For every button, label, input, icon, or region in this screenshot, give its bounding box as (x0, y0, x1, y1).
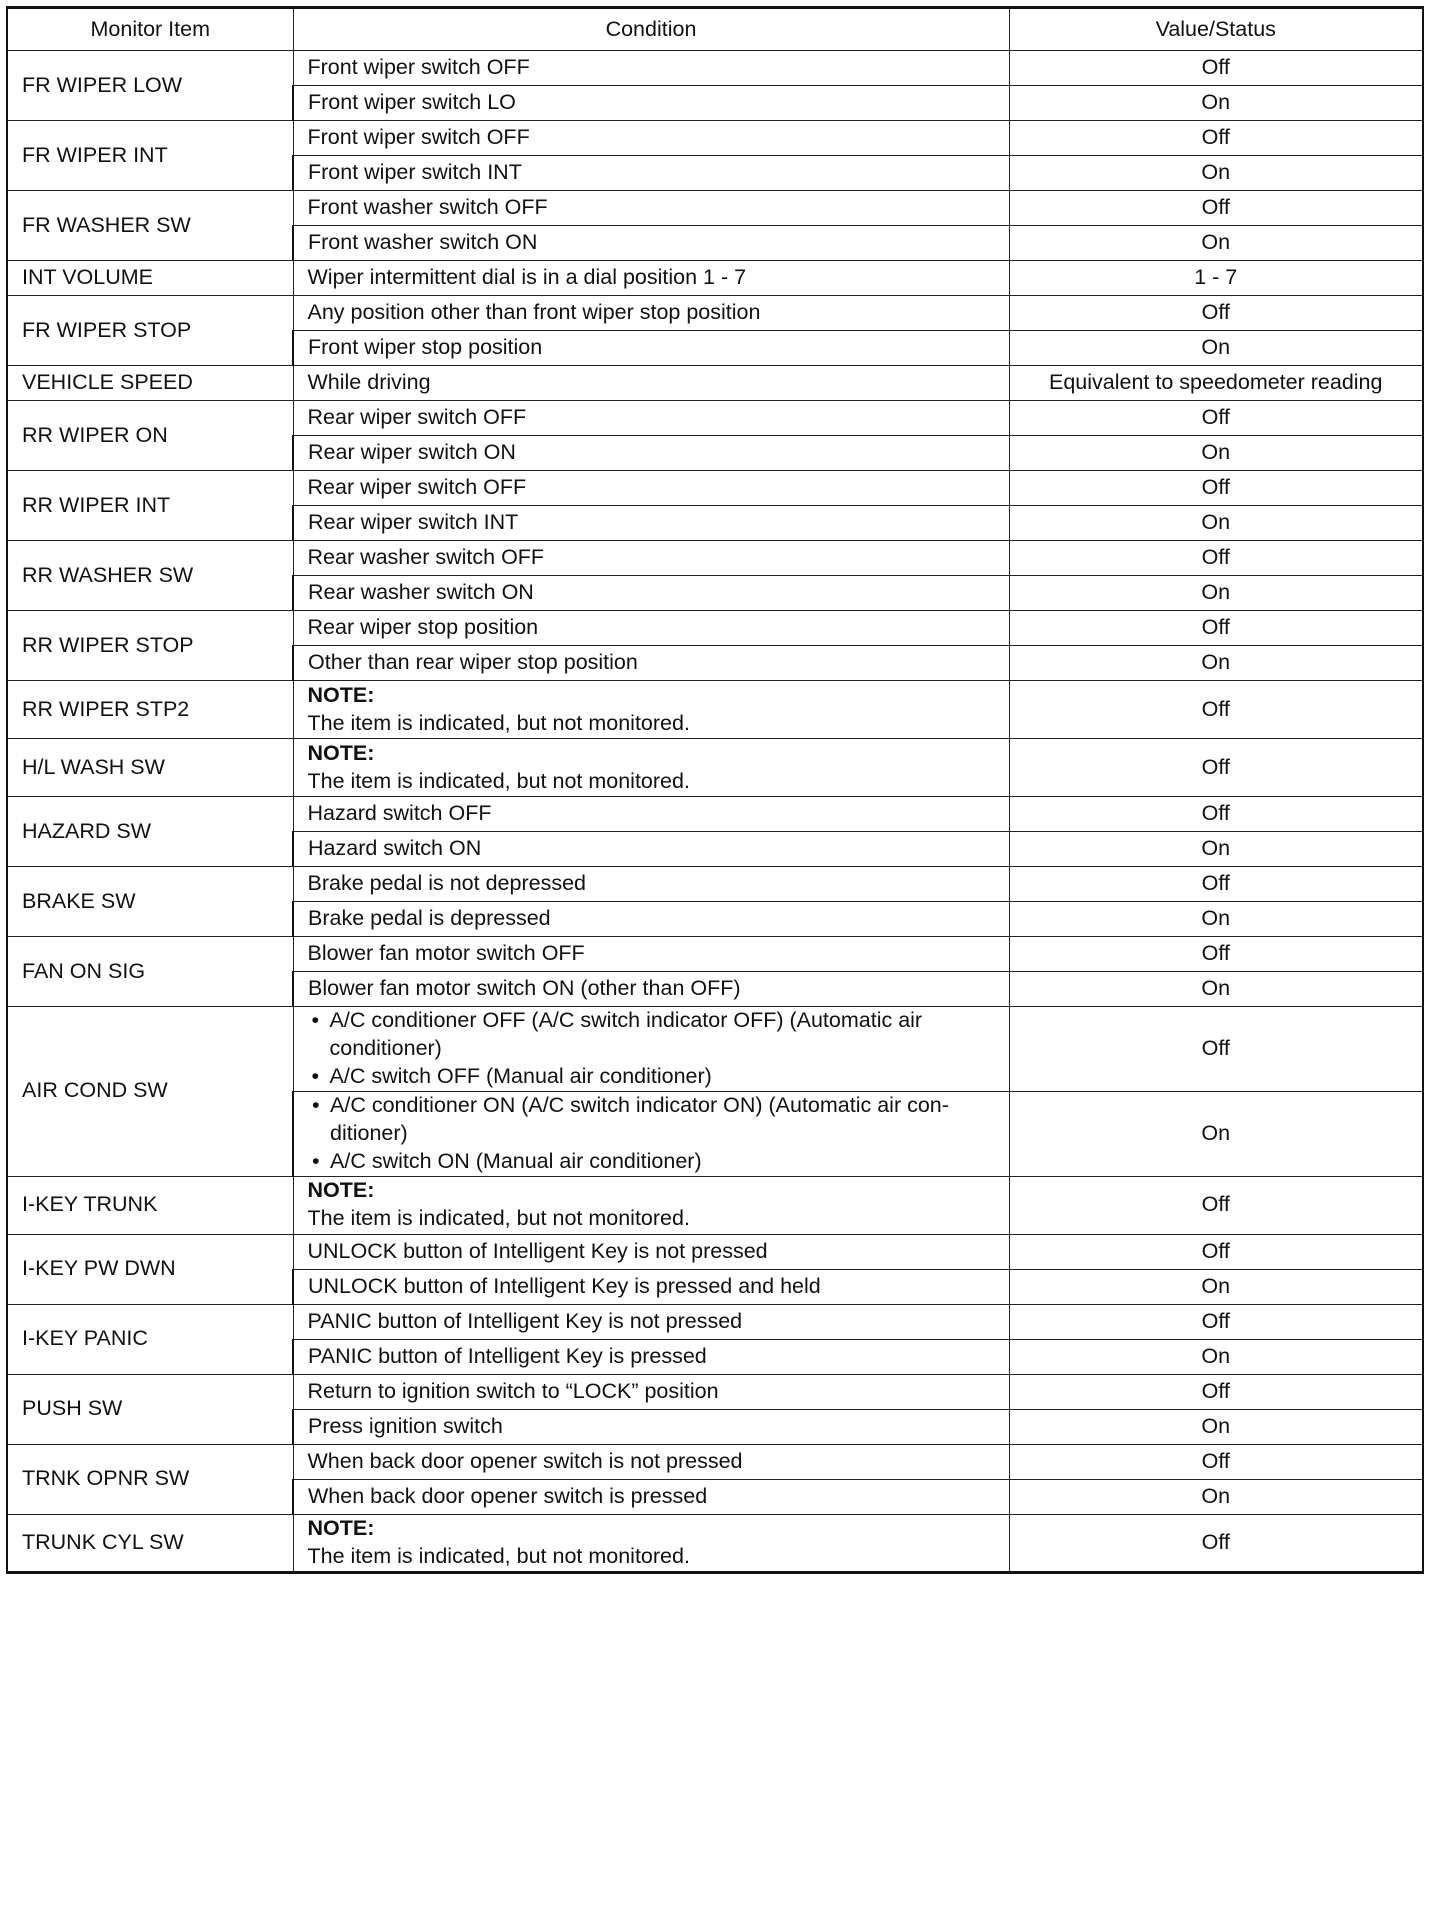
value-status-cell: On (1009, 86, 1423, 121)
monitor-item-name: I-KEY TRUNK (7, 1176, 293, 1234)
value-status-cell: On (1009, 972, 1423, 1007)
table-row (7, 541, 1423, 576)
table-row (7, 681, 1423, 739)
condition-cell: When back door opener switch is pressed (293, 1479, 1009, 1514)
monitor-item-name: H/L WASH SW (7, 739, 293, 797)
condition-cell (293, 1007, 1009, 1092)
monitor-item-name: RR WIPER STOP (7, 611, 293, 681)
value-status-cell: Off (1009, 471, 1423, 506)
condition-cell: Front wiper stop position (293, 331, 1009, 366)
table-row (7, 797, 1423, 832)
condition-cell: Return to ignition switch to “LOCK” position (293, 1374, 1009, 1409)
condition-cell: Rear washer switch OFF (293, 541, 1009, 576)
value-status-cell: Off (1009, 937, 1423, 972)
header-condition: Condition (293, 8, 1009, 51)
condition-cell: Brake pedal is not depressed (293, 867, 1009, 902)
condition-cell: Other than rear wiper stop position (293, 646, 1009, 681)
condition-cell: Front washer switch ON (293, 226, 1009, 261)
header-monitor-item: Monitor Item (7, 8, 293, 51)
value-status-cell: Off (1009, 191, 1423, 226)
monitor-item-name: FAN ON SIG (7, 937, 293, 1007)
value-status-cell: Off (1009, 681, 1423, 739)
table-row (7, 1514, 1423, 1572)
table-row (7, 261, 1423, 296)
monitor-item-name: INT VOLUME (7, 261, 293, 296)
condition-cell: Rear wiper switch ON (293, 436, 1009, 471)
condition-bullet-item: • A/C switch OFF (Manual air conditioner) (308, 1063, 995, 1091)
condition-cell: Front wiper switch OFF (293, 121, 1009, 156)
note-text: The item is indicated, but not monitored. (307, 768, 690, 793)
note-title: NOTE: (307, 740, 375, 765)
monitor-item-name: FR WIPER LOW (7, 51, 293, 121)
condition-cell: Front wiper switch INT (293, 156, 1009, 191)
table-row (7, 366, 1423, 401)
monitor-item-name: FR WIPER STOP (7, 296, 293, 366)
value-status-cell: Off (1009, 401, 1423, 436)
value-status-cell: Off (1009, 1374, 1423, 1409)
monitor-item-name: TRUNK CYL SW (7, 1514, 293, 1572)
condition-cell: PANIC button of Intelligent Key is not pressed (293, 1304, 1009, 1339)
value-status-cell: Off (1009, 1304, 1423, 1339)
monitor-item-name: FR WIPER INT (7, 121, 293, 191)
value-status-cell: Off (1009, 51, 1423, 86)
table-row (7, 121, 1423, 156)
note-title: NOTE: (307, 682, 375, 707)
value-status-cell: On (1009, 156, 1423, 191)
value-status-cell: 1 - 7 (1009, 261, 1423, 296)
condition-cell: Front wiper switch LO (293, 86, 1009, 121)
value-status-cell: On (1009, 1479, 1423, 1514)
monitor-item-name: RR WIPER INT (7, 471, 293, 541)
condition-cell (293, 739, 1009, 797)
value-status-cell: On (1009, 646, 1423, 681)
condition-bullet-list (308, 1092, 995, 1176)
value-status-cell: Off (1009, 296, 1423, 331)
monitor-item-table (6, 6, 1424, 1574)
monitor-item-name: PUSH SW (7, 1374, 293, 1444)
condition-cell: Rear wiper switch OFF (293, 401, 1009, 436)
value-status-cell: On (1009, 436, 1423, 471)
table-header-row (7, 8, 1423, 51)
value-status-cell: On (1009, 226, 1423, 261)
condition-cell: Rear washer switch ON (293, 576, 1009, 611)
table-row (7, 739, 1423, 797)
table-row (7, 471, 1423, 506)
note-text: The item is indicated, but not monitored. (307, 710, 690, 735)
value-status-cell: On (1009, 331, 1423, 366)
value-status-cell: Off (1009, 1514, 1423, 1572)
condition-cell (293, 1514, 1009, 1572)
monitor-item-name: RR WIPER STP2 (7, 681, 293, 739)
condition-cell: Any position other than front wiper stop position (293, 296, 1009, 331)
condition-cell: Rear wiper switch INT (293, 506, 1009, 541)
monitor-item-name: RR WIPER ON (7, 401, 293, 471)
condition-bullet-list (308, 1007, 995, 1091)
value-status-cell: Off (1009, 1234, 1423, 1269)
table-row (7, 867, 1423, 902)
value-status-cell: Off (1009, 1007, 1423, 1092)
table-row (7, 1234, 1423, 1269)
value-status-cell: On (1009, 1269, 1423, 1304)
monitor-item-name: BRAKE SW (7, 867, 293, 937)
table-row (7, 1176, 1423, 1234)
table-row (7, 611, 1423, 646)
table-body (7, 51, 1423, 1573)
condition-cell: UNLOCK button of Intelligent Key is not pressed (293, 1234, 1009, 1269)
value-status-cell: Equivalent to speedometer reading (1009, 366, 1423, 401)
monitor-item-name: I-KEY PANIC (7, 1304, 293, 1374)
condition-cell (293, 1176, 1009, 1234)
value-status-cell: Off (1009, 1176, 1423, 1234)
condition-bullet-item: • A/C conditioner OFF (A/C switch indicator OFF) (Automatic air conditioner) (308, 1007, 995, 1063)
condition-cell: Front wiper switch OFF (293, 51, 1009, 86)
condition-cell: UNLOCK button of Intelligent Key is pressed and held (293, 1269, 1009, 1304)
condition-cell: Rear wiper switch OFF (293, 471, 1009, 506)
condition-cell: PANIC button of Intelligent Key is pressed (293, 1339, 1009, 1374)
value-status-cell: On (1009, 506, 1423, 541)
condition-cell: When back door opener switch is not pressed (293, 1444, 1009, 1479)
table-row (7, 1304, 1423, 1339)
condition-cell: Hazard switch ON (293, 832, 1009, 867)
monitor-item-name: TRNK OPNR SW (7, 1444, 293, 1514)
condition-cell (293, 1091, 1009, 1176)
note-title: NOTE: (307, 1515, 375, 1540)
table-row (7, 191, 1423, 226)
monitor-item-name: AIR COND SW (7, 1007, 293, 1177)
monitor-table-container (6, 6, 1422, 1574)
value-status-cell: On (1009, 1409, 1423, 1444)
condition-cell (293, 681, 1009, 739)
condition-bullet-item: • A/C switch ON (Manual air conditioner) (308, 1148, 995, 1176)
value-status-cell: Off (1009, 611, 1423, 646)
monitor-item-name: I-KEY PW DWN (7, 1234, 293, 1304)
condition-bullet-item: • A/C conditioner ON (A/C switch indicator ON) (Automatic air con-ditioner) (308, 1092, 995, 1148)
value-status-cell: Off (1009, 1444, 1423, 1479)
table-row (7, 1374, 1423, 1409)
condition-cell: Hazard switch OFF (293, 797, 1009, 832)
condition-cell: Wiper intermittent dial is in a dial position 1 - 7 (293, 261, 1009, 296)
value-status-cell: Off (1009, 797, 1423, 832)
condition-cell: Rear wiper stop position (293, 611, 1009, 646)
condition-cell: Front washer switch OFF (293, 191, 1009, 226)
value-status-cell: Off (1009, 541, 1423, 576)
monitor-item-name: VEHICLE SPEED (7, 366, 293, 401)
note-text: The item is indicated, but not monitored. (307, 1206, 690, 1231)
value-status-cell: On (1009, 1091, 1423, 1176)
table-row (7, 937, 1423, 972)
condition-cell: Blower fan motor switch ON (other than OFF) (293, 972, 1009, 1007)
value-status-cell: On (1009, 576, 1423, 611)
note-text: The item is indicated, but not monitored. (307, 1543, 690, 1568)
table-row (7, 1007, 1423, 1092)
condition-cell: Press ignition switch (293, 1409, 1009, 1444)
header-value-status: Value/Status (1009, 8, 1423, 51)
value-status-cell: On (1009, 1339, 1423, 1374)
condition-cell: Brake pedal is depressed (293, 902, 1009, 937)
note-title: NOTE: (307, 1178, 375, 1203)
monitor-item-name: RR WASHER SW (7, 541, 293, 611)
monitor-item-name: FR WASHER SW (7, 191, 293, 261)
value-status-cell: Off (1009, 867, 1423, 902)
table-row (7, 296, 1423, 331)
value-status-cell: Off (1009, 739, 1423, 797)
table-row (7, 51, 1423, 86)
value-status-cell: Off (1009, 121, 1423, 156)
value-status-cell: On (1009, 902, 1423, 937)
condition-cell: Blower fan motor switch OFF (293, 937, 1009, 972)
value-status-cell: On (1009, 832, 1423, 867)
table-row (7, 1444, 1423, 1479)
table-row (7, 401, 1423, 436)
monitor-item-name: HAZARD SW (7, 797, 293, 867)
condition-cell: While driving (293, 366, 1009, 401)
